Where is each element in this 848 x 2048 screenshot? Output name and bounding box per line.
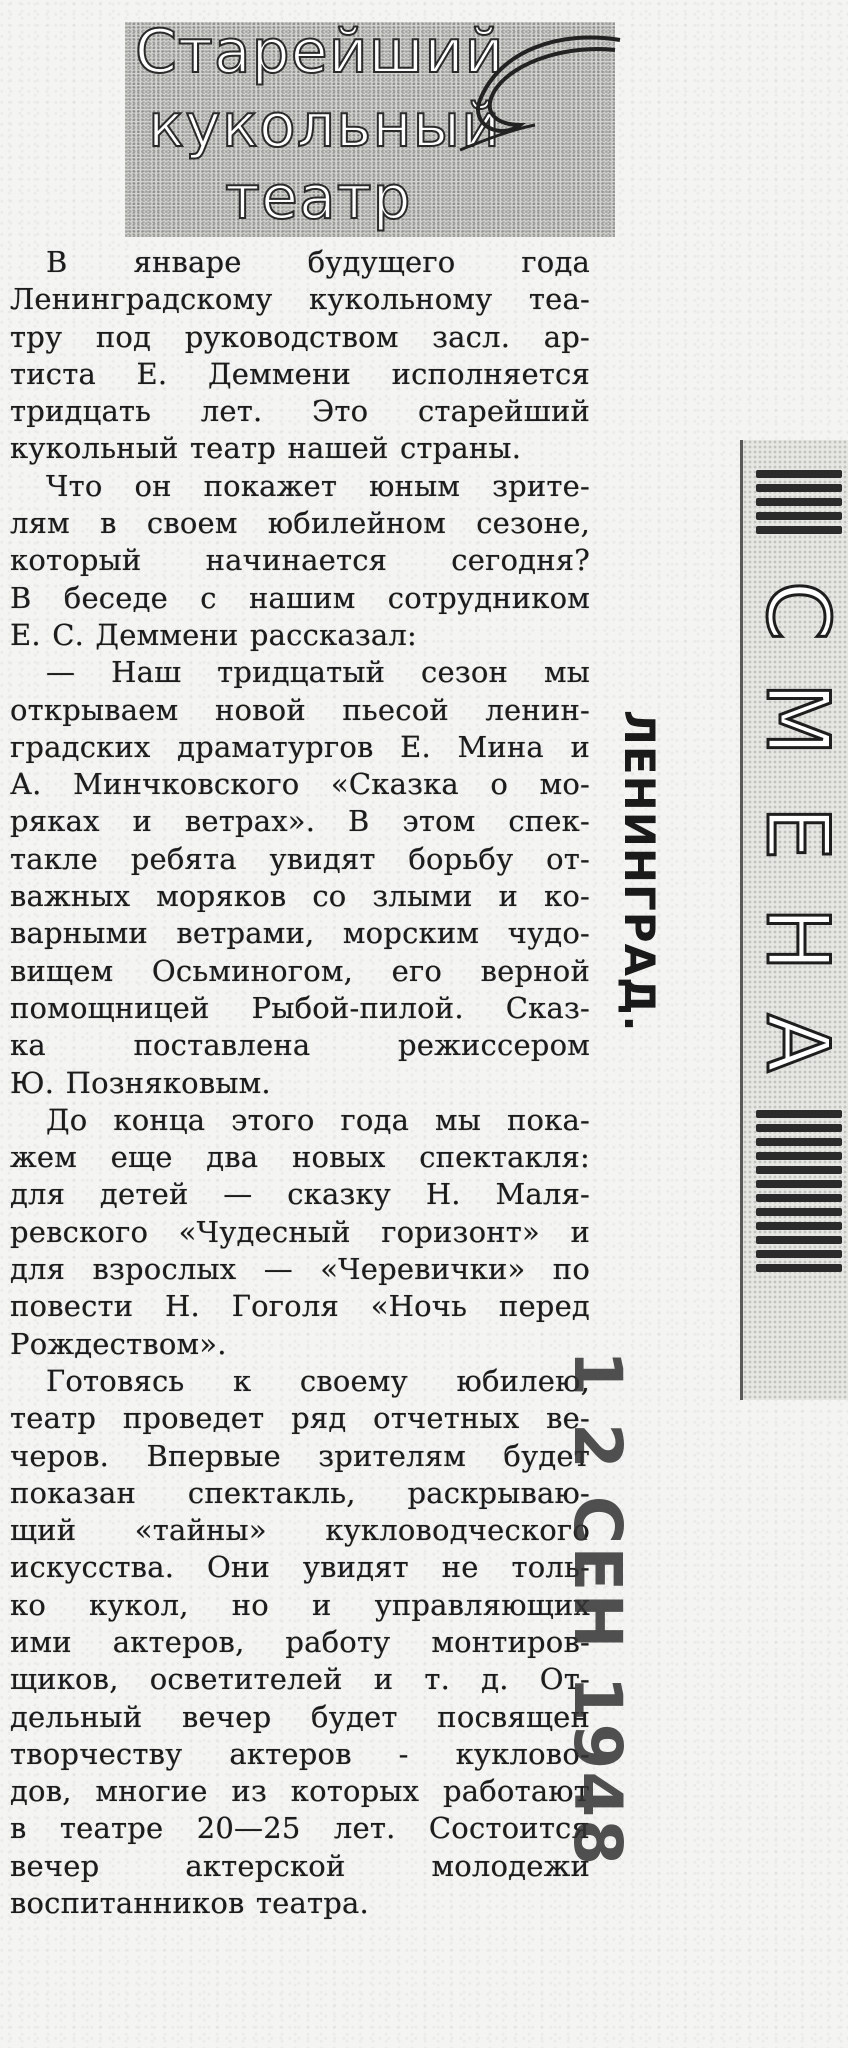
article-line: А. Минчковского «Сказка о мо- — [10, 767, 590, 802]
article-line: Ю. Позняковым. — [10, 1065, 271, 1100]
article-line: тиста Е. Деммени исполняется — [10, 356, 590, 391]
masthead-letter-2: М — [747, 681, 847, 757]
article-line: ревского «Чудесный горизонт» и — [10, 1214, 590, 1249]
article-line: черов. Впервые зрителям будет — [10, 1438, 590, 1473]
masthead-letter-4: Н — [747, 906, 847, 972]
article-paragraph — [10, 468, 590, 654]
article-line: кукольный театр нашей страны. — [10, 431, 522, 466]
article-line: воспитанников театра. — [10, 1886, 369, 1921]
article-line: ряках и ветрах». В этом спек- — [10, 804, 590, 839]
article-line: который начинается сегодня? — [10, 543, 590, 578]
headline-line-1: Старейший — [135, 17, 505, 87]
article-line: тру под руководством засл. ар- — [10, 319, 590, 354]
article-line: жем еще два новых спектакля: — [10, 1140, 590, 1175]
article-paragraph — [10, 244, 590, 468]
article-line: Ленинградскому кукольному теа- — [10, 282, 590, 317]
headline-line-2: кукольный — [148, 91, 502, 161]
article-line: открываем новой пьесой ленин- — [10, 692, 590, 727]
article-line: в театре 20—25 лет. Состоится — [10, 1811, 590, 1846]
article-line: До конца этого года мы пока- — [46, 1102, 590, 1137]
article-paragraph — [10, 1102, 590, 1363]
article-paragraph — [10, 654, 590, 1102]
article-paragraph — [10, 1363, 590, 1922]
article-line: щий «тайны» кукловодческого — [10, 1513, 590, 1548]
article-line: вечер актерской молодежи — [10, 1848, 590, 1883]
article-line: Е. С. Деммени рассказал: — [10, 617, 417, 652]
article-line: В беседе с нашим сотрудником — [10, 580, 590, 615]
masthead-letter-1: С — [747, 580, 847, 642]
headline-swirl-ornament — [440, 30, 630, 160]
article-line: театр проведет ряд отчетных ве- — [10, 1401, 590, 1436]
article-line: дов, многие из которых работают — [10, 1774, 590, 1809]
article-line: тридцать лет. Это старейший — [10, 394, 590, 429]
article-line: важных моряков со злыми и ко- — [10, 879, 590, 914]
date-stamp-text: 1 2 СЕН 1948 — [559, 1350, 636, 1868]
article-line: В январе будущего года — [46, 245, 590, 279]
article-line: для детей — сказку Н. Маля- — [10, 1177, 590, 1212]
article-line: ка поставлена режиссером — [10, 1028, 590, 1063]
article-line: градских драматургов Е. Мина и — [10, 729, 590, 764]
article-line: вищем Осьминогом, его верной — [10, 953, 590, 988]
article-line: Рождеством». — [10, 1326, 227, 1361]
article-line: показан спектакль, раскрываю- — [10, 1475, 590, 1510]
article-line: творчеству актеров - кукловo- — [10, 1736, 590, 1771]
masthead-letter-3: Е — [747, 805, 847, 861]
masthead-city-text: ЛЕНИНГРАД. — [615, 710, 664, 1033]
article-line: — Наш тридцатый сезон мы — [46, 655, 590, 690]
article-line: такле ребята увидят борьбу от- — [10, 841, 590, 876]
article-line: Что он покажет юным зрите- — [46, 468, 590, 503]
article-line: ими актеров, работу монтиров- — [10, 1624, 590, 1659]
masthead-bars-bottom — [756, 1110, 842, 1272]
masthead-letter-5: А — [747, 1013, 847, 1073]
article-line: Готовясь к своему юбилею, — [46, 1363, 590, 1398]
article-line: ко кукол, но и управляющих — [10, 1587, 590, 1622]
article-body — [10, 244, 590, 1922]
article-line: щиков, осветителей и т. д. От- — [10, 1662, 590, 1697]
article-line: варными ветрами, морским чудо- — [10, 916, 590, 951]
article-line: помощницей Рыбой-пилой. Сказ- — [10, 990, 590, 1025]
article-line: дельный вечер будет посвящен — [10, 1699, 590, 1734]
article-line: искусства. Они увидят не толь- — [10, 1550, 590, 1585]
article-line: для взрослых — «Черевички» по — [10, 1252, 590, 1287]
masthead-bars-top — [756, 470, 842, 534]
article-line: лям в своем юбилейном сезоне, — [10, 506, 590, 541]
headline-line-3: театр — [225, 163, 412, 233]
article-line: повести Н. Гоголя «Ночь перед — [10, 1289, 590, 1324]
